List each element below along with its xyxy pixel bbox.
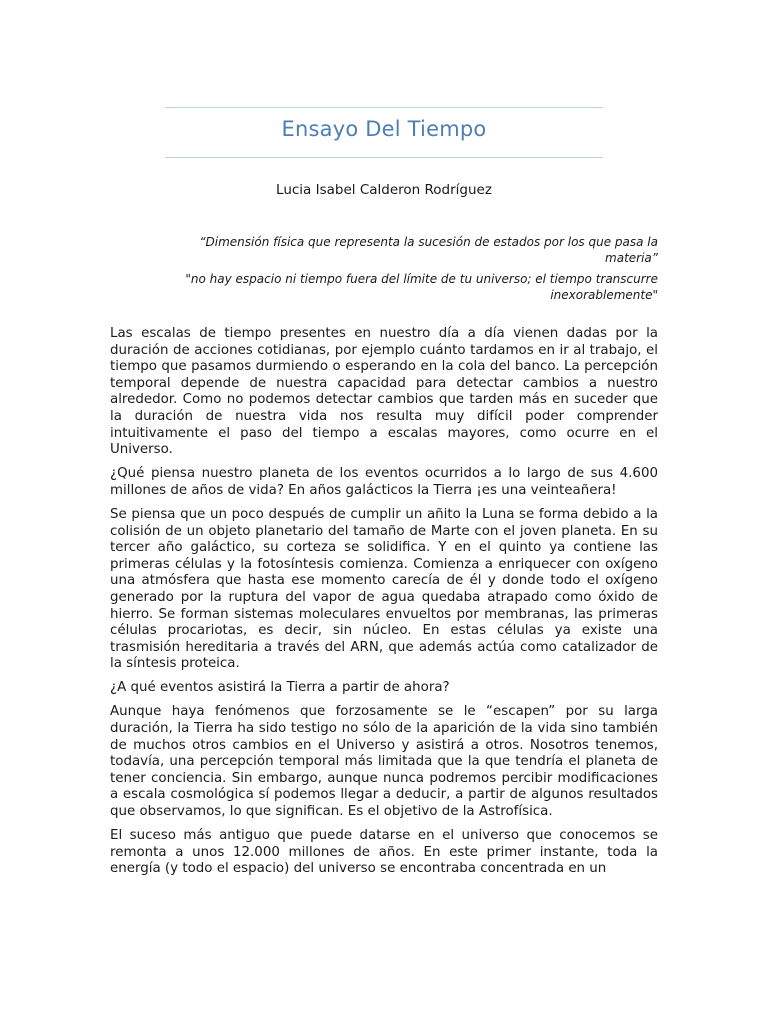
title-bottom-rule: [165, 157, 603, 158]
paragraph: Las escalas de tiempo presentes en nuestro día a día vienen dadas por la duración de acciones cotidianas, por ejemplo cuánto tardamos en ir al trabajo, el tiempo que pasamos durmiendo o esperando en la cola del banco. La percepción temporal depende de nuestra capacidad para detectar cambios a nuestro alrededor. Como no podemos detectar cambios que tarden más en suceder que la duración de nuestra vida nos resulta muy difícil poder comprender intuitivamente el paso del tiempo a escalas mayores, como ocurre en el Universo.: [110, 326, 658, 458]
paragraph: Aunque haya fenómenos que forzosamente se le “escapen” por su larga duración, la Tierra ha sido testigo no sólo de la aparición de la vida sino también de muchos otros cambios en el Universo y asistirá a otros. Nosotros tenemos, todavía, una percepción temporal más limitada que la que tendría el planeta de tener conciencia. Sin embargo, aunque nunca podremos percibir modificaciones a escala cosmológica sí podemos llegar a deducir, a partir de algunos resultados que observamos, lo que significan. Es el objetivo de la Astrofísica.: [110, 704, 658, 820]
essay-body: [110, 326, 658, 885]
document-title: Ensayo Del Tiempo: [281, 117, 487, 141]
paragraph: Se piensa que un poco después de cumplir un añito la Luna se forma debido a la colisión de un objeto planetario del tamaño de Marte con el joven planeta. En su tercer año galáctico, su corteza se solidifica. Y en el quinto ya contiene las primeras células y la fotosíntesis comienza. Comienza a enriquecer con oxígeno una atmósfera que hasta ese momento carecía de él y donde todo el oxígeno generado por la ruptura del vapor de agua quedaba atrapado como óxido de hierro. Se forman sistemas moleculares envueltos por membranas, las primeras células procariotas, es decir, sin núcleo. En estas células ya existe una trasmisión hereditaria a través del ARN, que además actúa como catalizador de la síntesis proteica.: [110, 506, 658, 672]
paragraph: El suceso más antiguo que puede datarse en el universo que conocemos se remonta a unos 12.000 millones de años. En este primer instante, toda la energía (y todo el espacio) del universo se encontraba concentrada en un: [110, 828, 658, 877]
paragraph: ¿Qué piensa nuestro planeta de los eventos ocurridos a lo largo de sus 4.600 millones de años de vida? En años galácticos la Tierra ¡es una veinteañera!: [110, 466, 658, 498]
paragraph: ¿A qué eventos asistirá la Tierra a partir de ahora?: [110, 680, 450, 696]
epigraph-quote: "no hay espacio ni tiempo fuera del límite de tu universo; el tiempo transcurre inexorablemente": [185, 272, 658, 302]
author-name: Lucia Isabel Calderon Rodríguez: [276, 182, 492, 198]
title-top-rule: [165, 107, 603, 108]
epigraph-quote: “Dimensión física que representa la sucesión de estados por los que pasa la materia”: [199, 235, 658, 265]
